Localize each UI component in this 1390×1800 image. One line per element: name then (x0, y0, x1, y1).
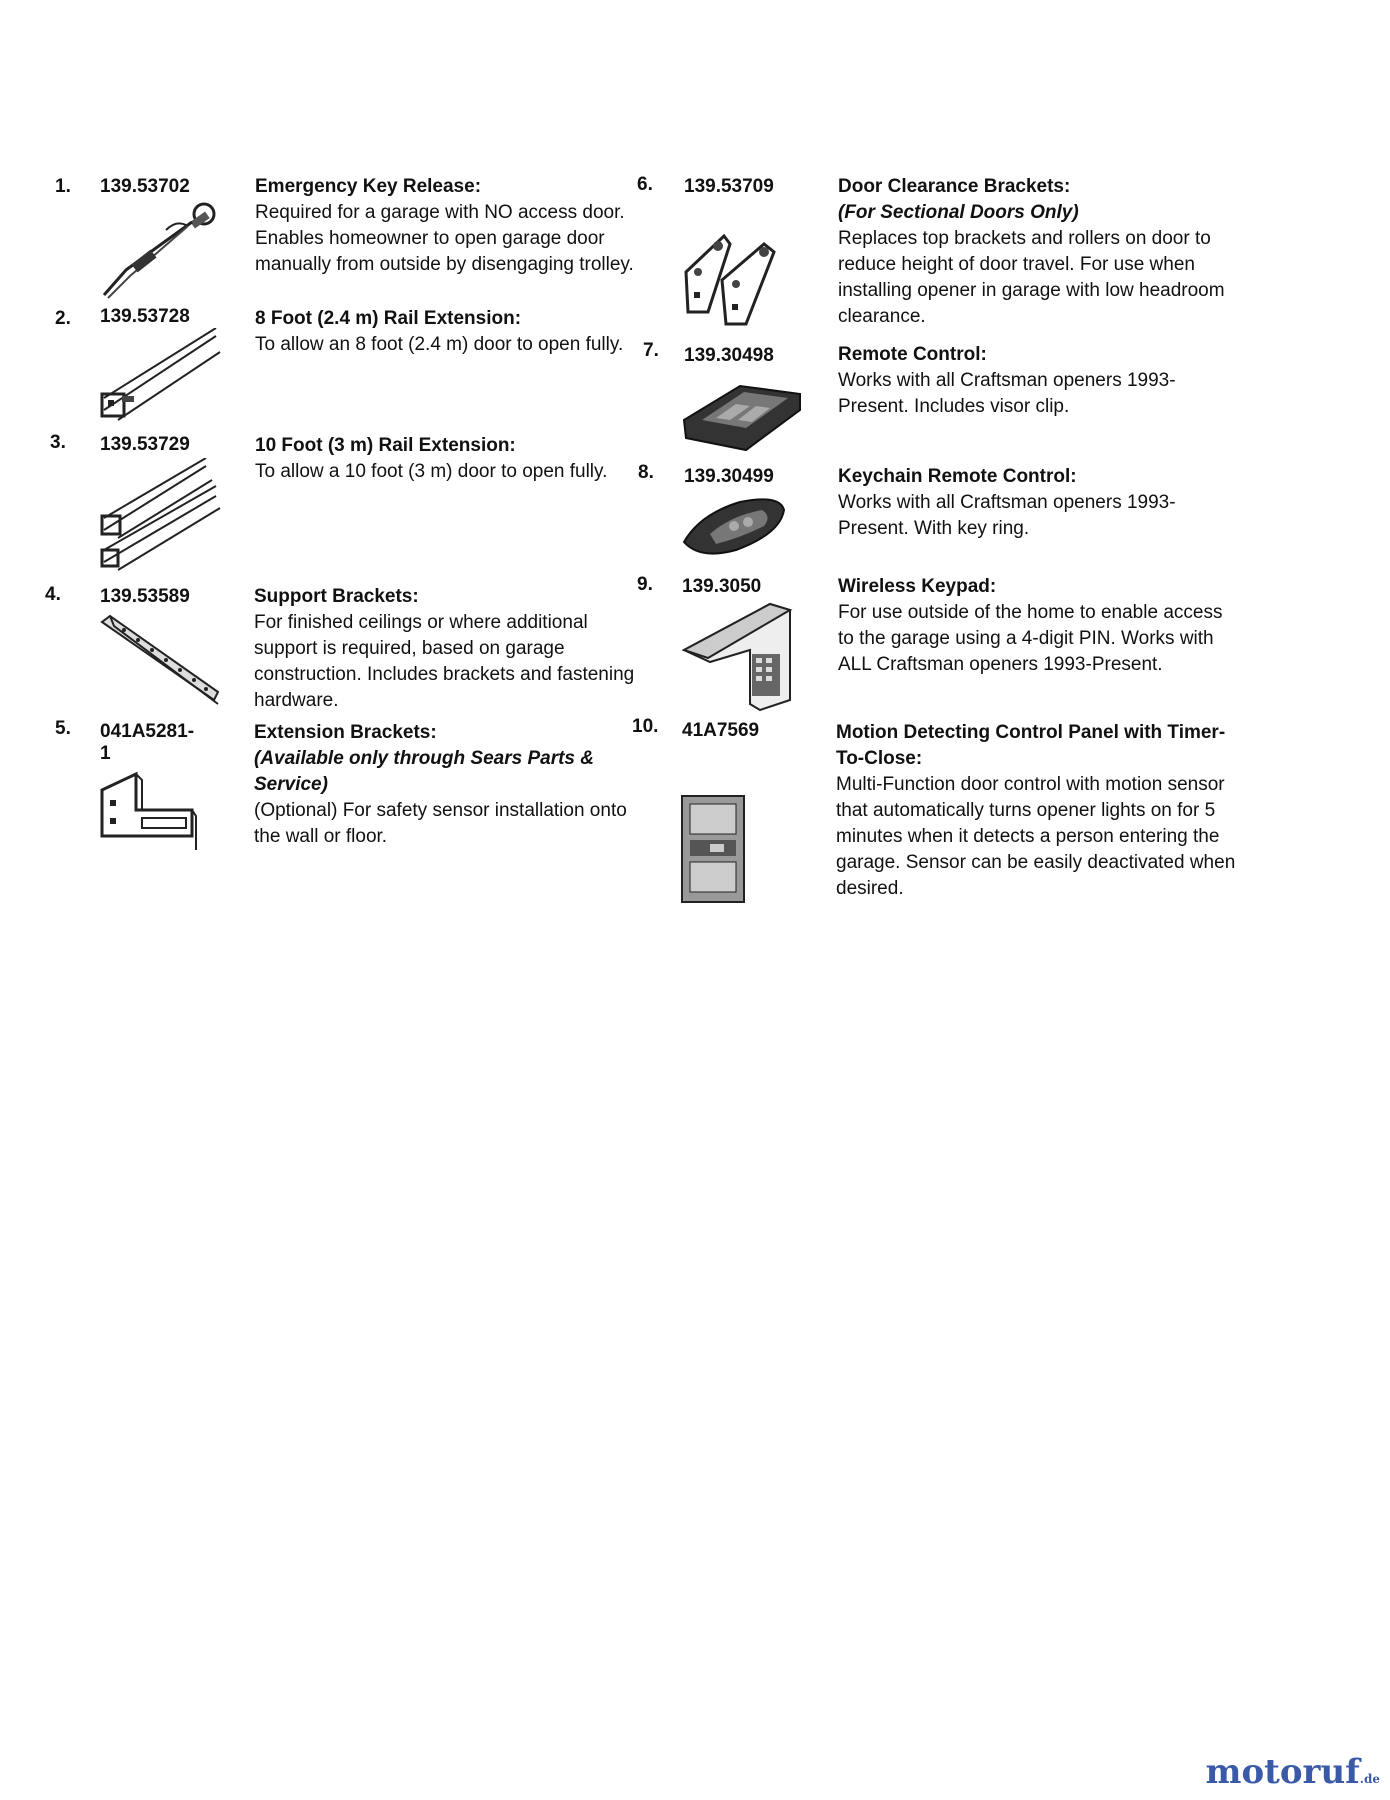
item-title: Remote Control: (838, 344, 987, 365)
item-title: Extension Brackets: (254, 722, 437, 743)
key-release-icon (96, 200, 221, 300)
part-number: 139.53589 (100, 586, 190, 607)
item-title: 10 Foot (3 m) Rail Extension: (255, 435, 516, 456)
part-number: 41A7569 (682, 720, 760, 741)
rail-extension-icon (96, 458, 221, 573)
keychain-remote-icon (680, 494, 790, 564)
item-description: Multi-Function door control with motion sensor that automatically turns opener lights on for 5 minutes when it detects a person entering the garage. Sensor can be easily deactivated when desired. (836, 774, 1236, 899)
item-subtitle: (For Sectional Doors Only) (838, 202, 1079, 223)
item-description: Replaces top brackets and rollers on door to reduce height of door travel. For use when installing opener in garage with low headroom clearance. (838, 228, 1225, 327)
support-bracket-icon (96, 612, 221, 707)
item-number: 9. (637, 574, 653, 595)
item-number: 7. (643, 340, 659, 361)
item-title: Door Clearance Brackets: (838, 176, 1071, 197)
extension-bracket-icon (96, 770, 201, 855)
part-number: 139.30498 (684, 345, 774, 366)
part-number: 139.53709 (684, 176, 774, 197)
control-panel-icon (680, 794, 746, 904)
item-description: Required for a garage with NO access door. Enables homeowner to open garage door manually from outside by disengaging trolley. (255, 202, 634, 275)
item-description: For use outside of the home to enable access to the garage using a 4-digit PIN. Works with ALL Craftsman openers 1993-Present. (838, 602, 1223, 675)
part-number: 139.53728 (100, 306, 190, 327)
item-description: Works with all Craftsman openers 1993-Present. Includes visor clip. (838, 370, 1176, 417)
part-number: 139.3050 (682, 576, 762, 597)
item-number: 3. (50, 432, 66, 453)
item-description: Works with all Craftsman openers 1993-Present. With key ring. (838, 492, 1176, 539)
remote-control-icon (680, 380, 805, 455)
item-title: Wireless Keypad: (838, 576, 997, 597)
part-number: 139.53729 (100, 434, 190, 455)
item-title: Motion Detecting Control Panel with Timer-To-Close: (836, 722, 1226, 769)
item-title: Keychain Remote Control: (838, 466, 1077, 487)
item-number: 8. (638, 462, 654, 483)
item-title: Emergency Key Release: (255, 176, 482, 197)
item-title: 8 Foot (2.4 m) Rail Extension: (255, 308, 522, 329)
part-number: 139.53702 (100, 176, 190, 197)
part-number: 041A5281-1 (100, 721, 195, 764)
item-number: 6. (637, 174, 653, 195)
watermark-logo (1206, 1752, 1381, 1792)
item-number: 1. (55, 176, 71, 197)
item-number: 5. (55, 718, 71, 739)
item-number: 10. (632, 716, 659, 737)
item-title: Support Brackets: (254, 586, 419, 607)
watermark-suffix: .de (1359, 1772, 1380, 1786)
item-description: (Optional) For safety sensor installation onto the wall or floor. (254, 800, 627, 847)
item-description: To allow an 8 foot (2.4 m) door to open fully. (255, 334, 624, 355)
part-number: 139.30499 (684, 466, 774, 487)
item-description: To allow a 10 foot (3 m) door to open fully. (255, 461, 608, 482)
keypad-icon (680, 600, 795, 715)
item-description: For finished ceilings or where additional support is required, based on garage construction. Includes brackets and fastening hardware. (254, 612, 635, 711)
watermark-text: motoruf (1205, 1752, 1360, 1792)
item-number: 4. (45, 584, 61, 605)
item-subtitle: (Available only through Sears Parts & Service) (254, 748, 594, 795)
item-number: 2. (55, 308, 71, 329)
door-clearance-bracket-icon (680, 232, 795, 327)
rail-extension-icon (96, 328, 221, 423)
